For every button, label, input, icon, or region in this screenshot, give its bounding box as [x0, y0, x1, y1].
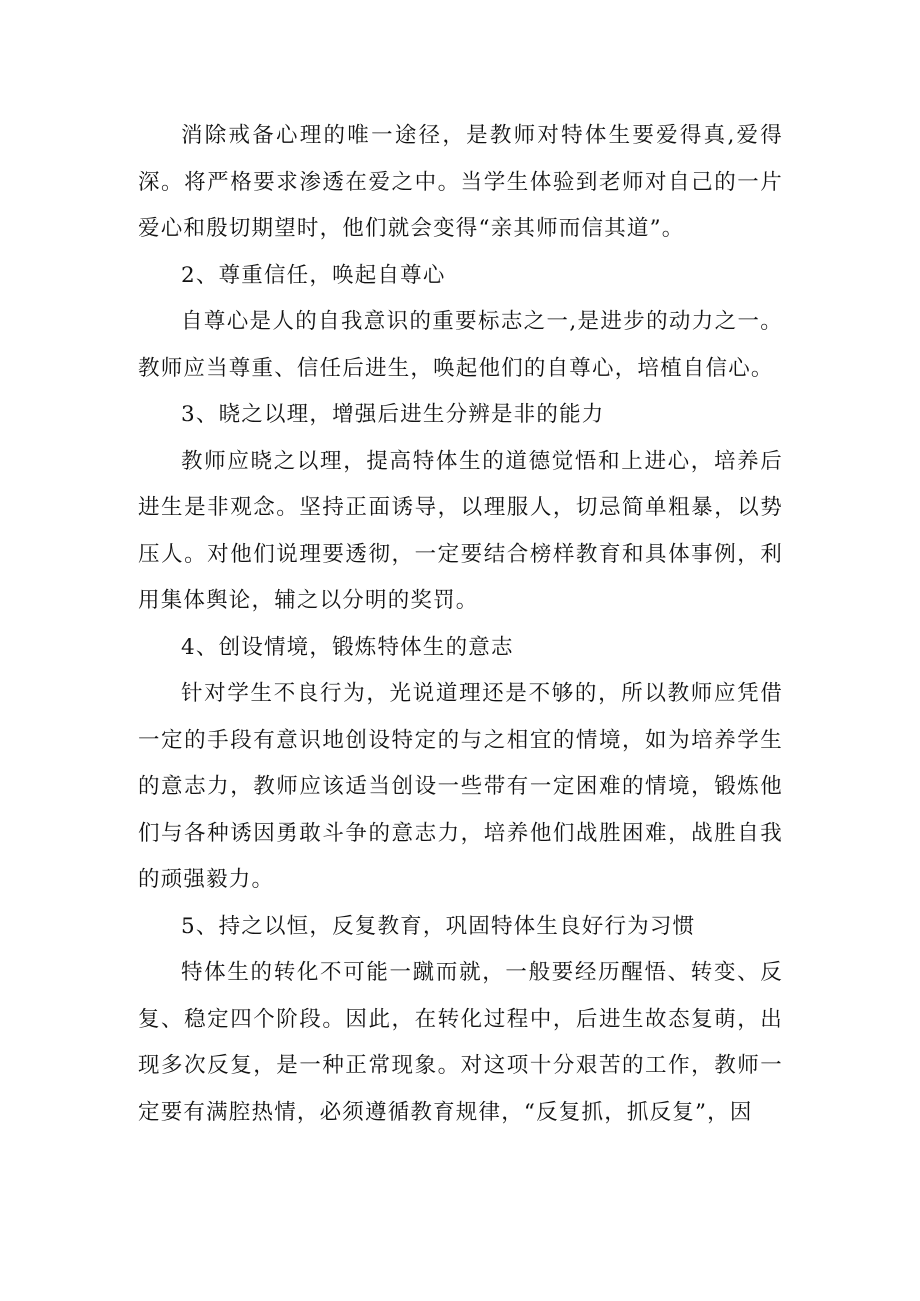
paragraph-situations: 针对学生不良行为，光说道理还是不够的，所以教师应凭借一定的手段有意识地创设特定的与之相宜的情境，如为培养学生的意志力，教师应该适当创设一些带有一定困难的情境，锻炼他们与各种诱因勇敢斗争的意志力，培养他们战胜困难，战胜自我的顽强毅力。: [138, 681, 783, 892]
section-heading-4: 4、创设情境，锻炼特体生的意志: [181, 634, 514, 660]
paragraph-intro: 消除戒备心理的唯一途径，是教师对特体生要爱得真,爱得深。将严格要求渗透在爱之中。当学生体验到老师对自己的一片爱心和殷切期望时，他们就会变得“亲其师而信其道”。: [138, 123, 783, 241]
document-body: [138, 113, 783, 1136]
paragraph-self-esteem: 自尊心是人的自我意识的重要标志之一,是进步的动力之一。教师应当尊重、信任后进生，唤起他们的自尊心，培植自信心。: [138, 309, 783, 381]
section-heading-2: 2、尊重信任，唤起自尊心: [181, 262, 446, 288]
section-heading-3: 3、晓之以理，增强后进生分辨是非的能力: [181, 402, 605, 427]
section-heading-5: 5、持之以恒，反复教育，巩固特体生良好行为习惯: [181, 913, 696, 939]
paragraph-persistence: 特体生的转化不可能一蹴而就，一般要经历醒悟、转变、反复、稳定四个阶段。因此，在转化过程中，后进生故态复萌，出现多次反复，是一种正常现象。对这项十分艰苦的工作，教师一定要有满腔热情，必须遵循教育规律，“反复抓，抓反复”，因: [138, 960, 783, 1125]
paragraph-reasoning: 教师应晓之以理，提高特体生的道德觉悟和上进心，培养后进生是非观念。坚持正面诱导，以理服人，切忌简单粗暴，以势压人。对他们说理要透彻，一定要结合榜样教育和具体事例，利用集体舆论，辅之以分明的奖罚。: [138, 448, 783, 613]
